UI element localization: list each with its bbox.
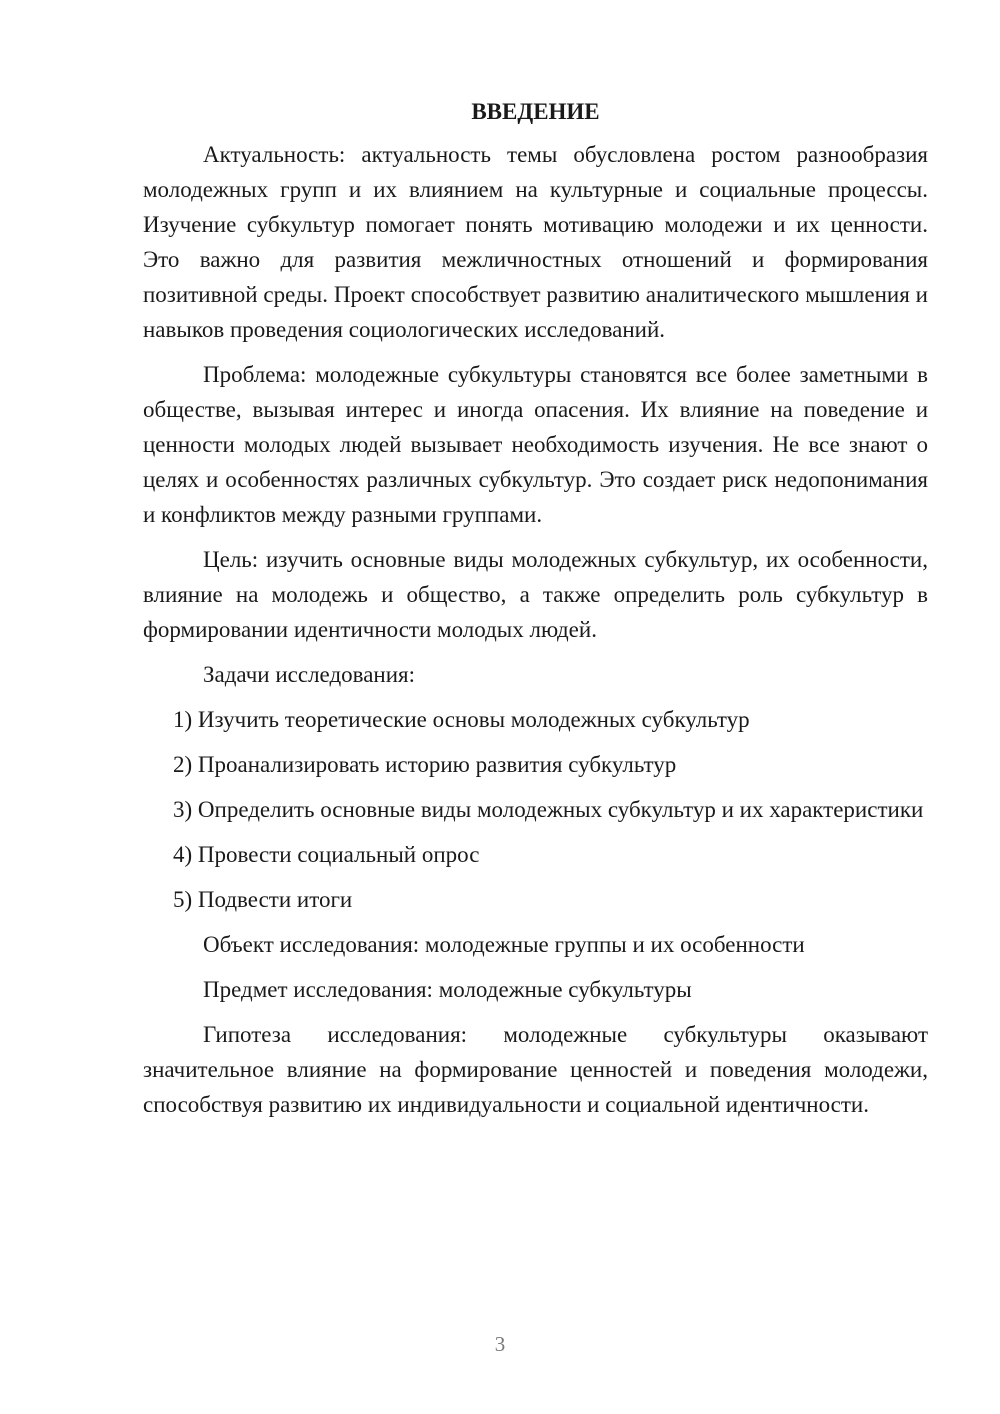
paragraph-relevance: Актуальность: актуальность темы обусловлена ростом разнообразия молодежных групп и их влиянием на культурные и социальные процессы. Изучение субкультур помогает понять мотивацию молодежи и их ценности. Это важно для развития межличностных отношений и формирования позитивной среды. Проект способствует развитию аналитического мышления и навыков проведения социологических исследований. xyxy=(143,142,928,342)
page-number: 3 xyxy=(494,1332,506,1356)
paragraph-object: Объект исследования: молодежные группы и их особенности xyxy=(203,932,805,957)
task-item-4: 4) Провести социальный опрос xyxy=(173,842,480,867)
task-item-3: 3) Определить основные виды молодежных субкультур и их характеристики xyxy=(173,797,924,822)
paragraph-hypothesis: Гипотеза исследования: молодежные субкультуры оказывают значительное влияние на формирование ценностей и поведения молодежи, способствуя развитию их индивидуальности и социальной идентичности. xyxy=(143,1022,928,1117)
paragraph-goal: Цель: изучить основные виды молодежных субкультур, их особенности, влияние на молодежь и общество, а также определить роль субкультур в формировании идентичности молодых людей. xyxy=(143,547,928,642)
task-item-1: 1) Изучить теоретические основы молодежных субкультур xyxy=(173,707,750,732)
paragraph-tasks-heading: Задачи исследования: xyxy=(203,662,416,687)
section-title: ВВЕДЕНИЕ xyxy=(471,99,600,124)
paragraph-problem: Проблема: молодежные субкультуры становятся все более заметными в обществе, вызывая интерес и иногда опасения. Их влияние на поведение и ценности молодых людей вызывает необходимость изучения. Не все знают о целях и особенностях различных субкультур. Это создает риск недопонимания и конфликтов между разными группами. xyxy=(143,362,928,527)
page-content xyxy=(143,94,928,1132)
task-item-2: 2) Проанализировать историю развития субкультур xyxy=(173,752,677,777)
paragraph-subject: Предмет исследования: молодежные субкультуры xyxy=(203,977,692,1002)
task-item-5: 5) Подвести итоги xyxy=(173,887,353,912)
